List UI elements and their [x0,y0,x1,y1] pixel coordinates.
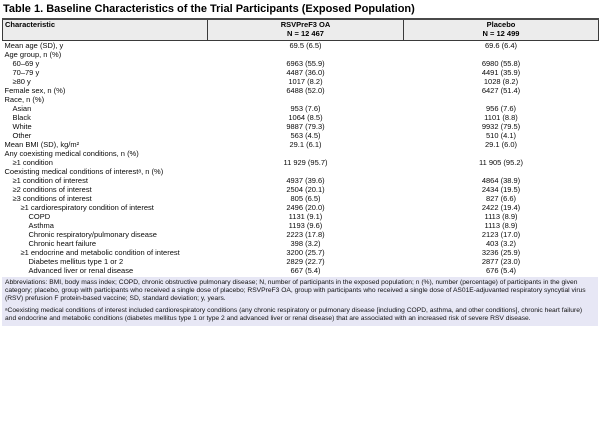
table-row [3,194,599,203]
row-value-rsvpref3: 398 (3.2) [290,239,321,248]
table-row [3,95,599,104]
col-header-characteristic: Characteristic [3,19,208,41]
row-value-rsvpref3 [208,149,404,158]
row-label: Female sex, n (%) [4,86,66,95]
table-row [3,221,599,230]
row-value-placebo [404,167,599,176]
row-value-rsvpref3: 1131 (9.1) [288,212,323,221]
row-label: COPD [28,212,51,221]
row-label: Mean age (SD), y [4,41,64,50]
row-value-rsvpref3: 4487 (36.0) [286,68,325,77]
row-value-placebo: 2434 (19.5) [481,185,521,194]
row-label: ≥3 conditions of interest [12,194,92,203]
table-row [3,203,599,212]
row-label: Advanced liver or renal disease [28,266,134,275]
row-value-rsvpref3: 953 (7.6) [290,104,321,113]
table-row [3,149,599,158]
table-row [3,104,599,113]
row-value-placebo: 510 (4.1) [485,131,517,140]
row-value-rsvpref3: 9887 (79.3) [286,122,325,131]
row-value-placebo: 69.6 (6.4) [484,41,518,50]
table-row [3,239,599,248]
row-label: Age group, n (%) [4,50,62,59]
table-row [3,257,599,266]
row-label: Coexisting medical conditions of interestᵃ, n (%) [4,167,164,176]
row-value-rsvpref3: 1017 (8.2) [288,77,323,86]
row-value-placebo: 4864 (38.9) [481,176,521,185]
row-value-rsvpref3: 1064 (8.5) [288,113,323,122]
table-row [3,86,599,95]
table-row [3,248,599,257]
baseline-characteristics-table [2,18,599,275]
row-value-placebo: 1101 (8.8) [484,113,518,122]
row-label: ≥2 conditions of interest [12,185,92,194]
row-label: Mean BMI (SD), kg/m² [4,140,80,149]
row-label: Asthma [28,221,54,230]
row-label: Any coexisting medical conditions, n (%) [4,149,139,158]
table-row [3,68,599,77]
row-label: Chronic respiratory/pulmonary disease [28,230,157,239]
table-row [3,59,599,68]
row-label: ≥80 y [12,77,31,86]
row-value-rsvpref3: 805 (6.5) [290,194,321,203]
row-value-rsvpref3: 2829 (22.7) [286,257,325,266]
row-value-rsvpref3: 4937 (39.6) [286,176,325,185]
row-value-placebo [404,50,599,59]
row-value-rsvpref3: 69.5 (6.5) [289,41,322,50]
row-value-placebo: 11 905 (95.2) [478,158,524,167]
row-value-placebo: 827 (6.6) [485,194,517,203]
table-row [3,122,599,131]
table-row [3,113,599,122]
row-value-placebo: 2123 (17.0) [481,230,521,239]
row-label: Black [12,113,31,122]
row-value-rsvpref3: 29.1 (6.1) [289,140,322,149]
row-value-placebo: 29.1 (6.0) [484,140,518,149]
table-row [3,140,599,149]
row-value-placebo: 6427 (51.4) [481,86,521,95]
note-a: ᵃCoexisting medical conditions of interest included cardiorespiratory conditions (any chronic respiratory or pulmonary disease [including COPD, asthma, and other conditions], chronic heart failure) and endocrine and metabolic conditions (diabetes mellitus type 1 or type 2 and advanced liver or renal disease) that are associated with an increased risk of severe RSV disease. [5,307,583,322]
row-value-placebo: 4491 (35.9) [481,68,521,77]
row-label: ≥1 condition [12,158,53,167]
table-row [3,77,599,86]
table-row [3,167,599,176]
row-value-rsvpref3: 667 (5.4) [290,266,321,275]
row-value-placebo: 956 (7.6) [485,104,517,113]
row-label: 60–69 y [12,59,40,68]
row-label: ≥1 condition of interest [12,176,88,185]
row-value-rsvpref3: 2496 (20.0) [286,203,325,212]
row-value-rsvpref3 [208,167,404,176]
row-label: Chronic heart failure [28,239,97,248]
row-value-placebo: 403 (3.2) [485,239,517,248]
header-n-label: N = 12 467 [287,28,324,38]
row-value-rsvpref3: 2504 (20.1) [286,185,325,194]
row-value-placebo: 1113 (8.9) [484,221,518,230]
row-label: ≥1 endocrine and metabolic condition of interest [20,248,180,257]
row-value-placebo: 2877 (23.0) [481,257,521,266]
row-value-placebo [404,95,599,104]
header-group-label: RSVPreF3 OA [280,20,331,29]
row-label: Asian [12,104,32,113]
row-label: Other [12,131,32,140]
table-body [3,41,599,276]
row-value-placebo: 3236 (25.9) [481,248,521,257]
abbreviations-note: Abbreviations: BMI, body mass index; COPD, chronic obstructive pulmonary disease; N, number of participants in the exposed population; n (%), number (percentage) of participants in the given category; placebo, group with participants who received a single dose of placebo; RSVPreF3 OA, group with participants who received a single dose of AS01E-adjuvanted respiratory syncytial virus (RSV) prefusion F protein-based vaccine; SD, standard deviation; y, years. [5,279,586,302]
table-row [3,131,599,140]
row-value-placebo: 1113 (8.9) [484,212,518,221]
row-value-rsvpref3: 6963 (55.9) [286,59,325,68]
row-value-placebo [404,149,599,158]
row-label: White [12,122,32,131]
table-row [3,185,599,194]
row-value-placebo: 9932 (79.5) [481,122,521,131]
row-value-rsvpref3: 563 (4.5) [290,131,321,140]
row-value-rsvpref3: 1193 (9.6) [288,221,323,230]
table-title: Table 1. Baseline Characteristics of the Trial Participants (Exposed Population) [3,3,415,15]
row-value-rsvpref3: 11 929 (95.7) [283,158,328,167]
row-value-rsvpref3 [208,95,404,104]
col-header-rsvpref3 [208,19,404,41]
row-value-placebo: 676 (5.4) [485,266,517,275]
row-value-rsvpref3: 3200 (25.7) [286,248,325,257]
table-row [3,176,599,185]
row-value-placebo: 6980 (55.8) [481,59,521,68]
table-row [3,230,599,239]
row-label: ≥1 cardiorespiratory condition of interest [20,203,154,212]
footnotes [2,277,598,326]
row-value-placebo: 1028 (8.2) [483,77,519,86]
header-group-label: Placebo [486,20,516,29]
row-label: Diabetes mellitus type 1 or 2 [28,257,124,266]
row-value-rsvpref3: 2223 (17.8) [286,230,325,239]
table-row [3,50,599,59]
row-label: 70–79 y [12,68,40,77]
table-row [3,266,599,275]
col-header-placebo [404,19,599,41]
row-value-rsvpref3: 6488 (52.0) [286,86,325,95]
table-row [3,212,599,221]
header-n-label: N = 12 499 [482,28,520,38]
table-header-row [3,19,599,41]
table-row [3,41,599,51]
row-value-placebo: 2422 (19.4) [481,203,521,212]
table-row [3,158,599,167]
row-label: Race, n (%) [4,95,45,104]
row-value-rsvpref3 [208,50,404,59]
